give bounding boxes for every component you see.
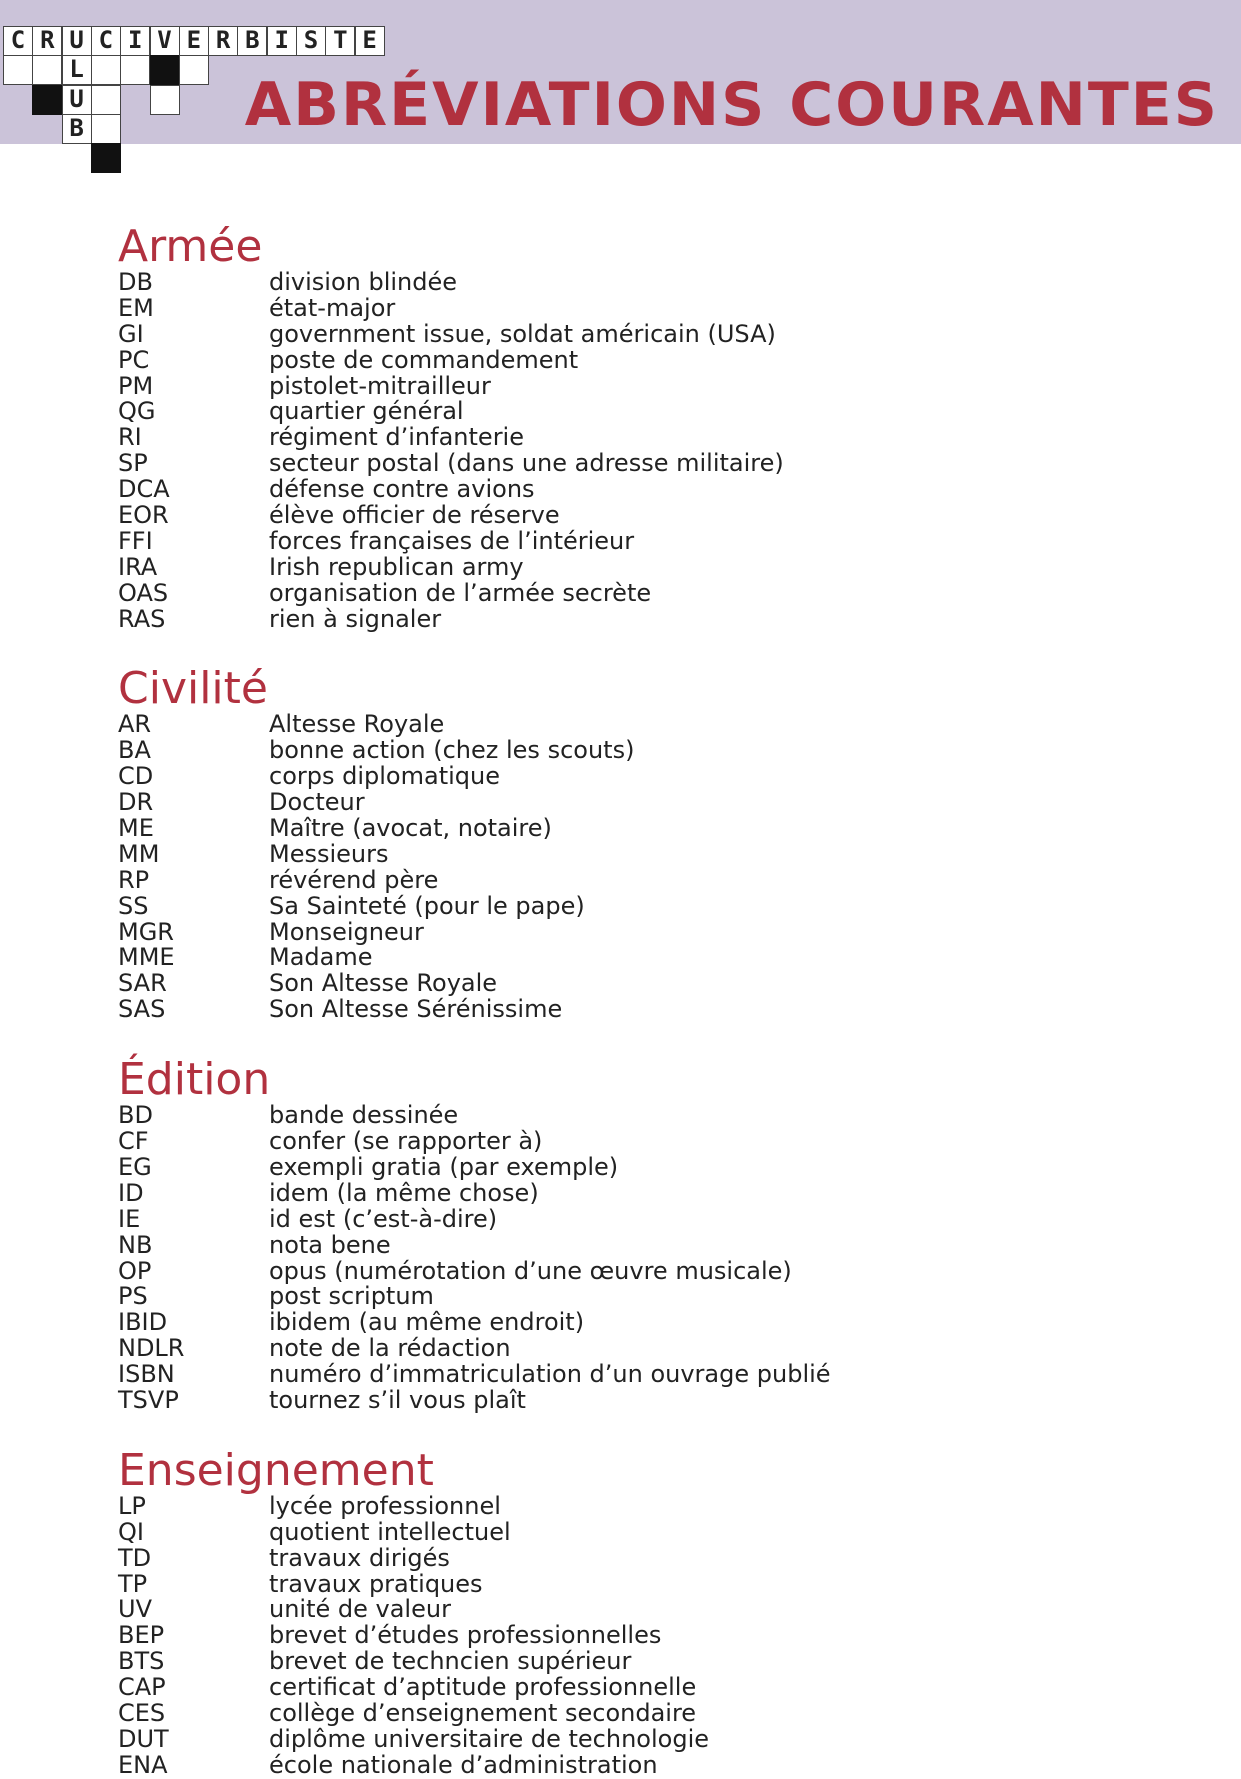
abbreviation: NDLR bbox=[118, 1334, 185, 1363]
abbreviation-meaning: confer (se rapporter à) bbox=[269, 1127, 543, 1156]
abbreviation-meaning: état-major bbox=[269, 293, 396, 322]
abbreviation: BTS bbox=[118, 1647, 165, 1676]
abbreviation-entry bbox=[118, 945, 1198, 971]
section-title: Enseignement bbox=[118, 1444, 434, 1496]
abbreviation-meaning: Son Altesse Royale bbox=[269, 969, 498, 998]
logo-empty-cell bbox=[91, 85, 121, 115]
abbreviation-entry bbox=[118, 712, 1198, 738]
abbreviation: OP bbox=[118, 1256, 152, 1285]
abbreviation-meaning: quartier général bbox=[269, 397, 464, 426]
logo-letter-cell: B bbox=[62, 114, 92, 144]
abbreviation: SAR bbox=[118, 969, 167, 998]
abbreviation-entry bbox=[118, 1284, 1198, 1310]
abbreviation-entry bbox=[118, 526, 1198, 555]
abbreviation-meaning: nota bene bbox=[269, 1230, 391, 1259]
abbreviation: IBID bbox=[118, 1308, 168, 1337]
abbreviation-meaning: Messieurs bbox=[269, 839, 389, 868]
abbreviation: SP bbox=[118, 449, 148, 478]
abbreviation-entry bbox=[118, 1623, 1198, 1649]
abbreviation-meaning: régiment d’infanterie bbox=[269, 423, 524, 452]
abbreviation: ENA bbox=[118, 1750, 168, 1779]
abbreviation-entry bbox=[118, 1336, 1198, 1362]
section-title: Édition bbox=[118, 1054, 271, 1106]
abbreviation-meaning: école nationale d’administration bbox=[269, 1750, 658, 1779]
abbreviation-entry bbox=[118, 1750, 1198, 1779]
abbreviation: PS bbox=[118, 1282, 148, 1311]
abbreviation-entry bbox=[118, 1597, 1198, 1623]
abbreviation-meaning: ibidem (au même endroit) bbox=[269, 1308, 585, 1337]
abbreviation: ISBN bbox=[118, 1360, 175, 1389]
abbreviation-entry bbox=[118, 1724, 1198, 1753]
abbreviation: ID bbox=[118, 1178, 144, 1207]
abbreviation: EOR bbox=[118, 501, 169, 530]
section-title: Civilité bbox=[118, 663, 268, 715]
logo-empty-cell bbox=[91, 114, 121, 144]
logo-empty-cell bbox=[120, 55, 150, 85]
logo-black-cell bbox=[32, 85, 62, 115]
abbreviation-entry bbox=[118, 816, 1198, 842]
abbreviation-meaning: organisation de l’armée secrète bbox=[269, 578, 652, 607]
abbreviation-meaning: travaux dirigés bbox=[269, 1543, 450, 1572]
logo-letter-cell: C bbox=[91, 26, 121, 56]
abbreviation-entry bbox=[118, 1362, 1198, 1388]
abbreviation-meaning: tournez s’il vous plaît bbox=[269, 1385, 526, 1414]
abbreviation: CD bbox=[118, 762, 154, 791]
abbreviation: LP bbox=[118, 1491, 146, 1520]
abbreviation-meaning: certificat d’aptitude professionnelle bbox=[269, 1673, 697, 1702]
abbreviation: SAS bbox=[118, 995, 166, 1024]
logo-letter-cell: L bbox=[62, 55, 92, 85]
abbreviation-meaning: Son Altesse Sérénissime bbox=[269, 995, 563, 1024]
abbreviation: RAS bbox=[118, 604, 166, 633]
abbreviation-entry bbox=[118, 839, 1198, 868]
logo-letter-cell: R bbox=[208, 26, 238, 56]
logo-letter-cell: U bbox=[62, 85, 92, 115]
abbreviation-meaning: Monseigneur bbox=[269, 917, 424, 946]
abbreviation: MM bbox=[118, 839, 160, 868]
section bbox=[118, 1054, 1198, 1414]
abbreviation-entry bbox=[118, 1649, 1198, 1675]
abbreviation-entry bbox=[118, 1569, 1198, 1598]
abbreviation-entry bbox=[118, 578, 1198, 607]
abbreviation-entry bbox=[118, 764, 1198, 790]
abbreviation-entry bbox=[118, 1675, 1198, 1701]
abbreviation: EM bbox=[118, 293, 154, 322]
page-title: ABRÉVIATIONS COURANTES bbox=[244, 70, 1219, 140]
abbreviation-entry bbox=[118, 371, 1198, 400]
abbreviation-meaning: post scriptum bbox=[269, 1282, 434, 1311]
abbreviation-entry bbox=[118, 345, 1198, 374]
logo-letter-cell: U bbox=[62, 26, 92, 56]
abbreviation-meaning: secteur postal (dans une adresse militaire) bbox=[269, 449, 784, 478]
section bbox=[118, 1444, 1198, 1779]
abbreviation-meaning: défense contre avions bbox=[269, 475, 535, 504]
crossword-logo bbox=[0, 0, 430, 195]
abbreviation-entry bbox=[118, 917, 1198, 946]
abbreviation-entry bbox=[118, 270, 1198, 296]
abbreviation-meaning: exempli gratia (par exemple) bbox=[269, 1152, 619, 1181]
abbreviation-entry bbox=[118, 738, 1198, 764]
abbreviation-entry bbox=[118, 425, 1198, 451]
abbreviation: IRA bbox=[118, 552, 158, 581]
section bbox=[118, 663, 1198, 1024]
abbreviation-meaning: bonne action (chez les scouts) bbox=[269, 736, 635, 765]
abbreviation: BEP bbox=[118, 1621, 165, 1650]
logo-empty-cell bbox=[150, 85, 180, 115]
abbreviation: CES bbox=[118, 1698, 166, 1727]
abbreviation-entry bbox=[118, 997, 1198, 1023]
logo-letter-cell: V bbox=[150, 26, 180, 56]
abbreviation-entry bbox=[118, 971, 1198, 997]
abbreviation: ME bbox=[118, 814, 154, 843]
abbreviation-meaning: diplôme universitaire de technologie bbox=[269, 1724, 710, 1753]
abbreviation: IE bbox=[118, 1204, 141, 1233]
abbreviation: PC bbox=[118, 345, 150, 374]
abbreviation-meaning: poste de commandement bbox=[269, 345, 579, 374]
abbreviation-meaning: note de la rédaction bbox=[269, 1334, 511, 1363]
abbreviation-meaning: Altesse Royale bbox=[269, 710, 445, 739]
abbreviation-meaning: division blindée bbox=[269, 268, 458, 296]
section-title: Armée bbox=[118, 221, 263, 272]
abbreviation: DCA bbox=[118, 475, 170, 504]
abbreviation-entry bbox=[118, 1103, 1198, 1129]
logo-empty-cell bbox=[91, 55, 121, 85]
abbreviation-meaning: corps diplomatique bbox=[269, 762, 500, 791]
abbreviation-meaning: quotient intellectuel bbox=[269, 1517, 511, 1546]
abbreviation: CAP bbox=[118, 1673, 166, 1702]
logo-empty-cell bbox=[32, 55, 62, 85]
logo-empty-cell bbox=[179, 55, 209, 85]
abbreviation: BD bbox=[118, 1101, 153, 1130]
abbreviation: QG bbox=[118, 397, 156, 426]
abbreviation: TP bbox=[118, 1569, 148, 1598]
abbreviation-entry bbox=[118, 293, 1198, 322]
abbreviation-entry bbox=[118, 1385, 1198, 1414]
abbreviation-meaning: Irish republican army bbox=[269, 552, 524, 581]
abbreviation: AR bbox=[118, 710, 152, 739]
abbreviation-entry bbox=[118, 1256, 1198, 1285]
abbreviation-entry bbox=[118, 1517, 1198, 1546]
abbreviation-entry bbox=[118, 1698, 1198, 1727]
abbreviation-entry bbox=[118, 399, 1198, 425]
section bbox=[118, 221, 1198, 633]
logo-letter-cell: I bbox=[267, 26, 297, 56]
abbreviation-meaning: forces françaises de l’intérieur bbox=[269, 526, 635, 555]
abbreviation: GI bbox=[118, 319, 144, 348]
abbreviation-entry bbox=[118, 865, 1198, 894]
abbreviation-meaning: Docteur bbox=[269, 788, 365, 817]
abbreviation: TD bbox=[118, 1543, 152, 1572]
abbreviation-entry bbox=[118, 790, 1198, 816]
abbreviation-meaning: unité de valeur bbox=[269, 1595, 451, 1624]
abbreviation: NB bbox=[118, 1230, 153, 1259]
abbreviation-meaning: Sa Sainteté (pour le pape) bbox=[269, 891, 585, 920]
logo-black-cell bbox=[150, 55, 180, 85]
abbreviation-entry bbox=[118, 1543, 1198, 1572]
abbreviations-content bbox=[118, 221, 1198, 1779]
abbreviation-entry bbox=[118, 1230, 1198, 1259]
abbreviation-meaning: opus (numérotation d’une œuvre musicale) bbox=[269, 1256, 792, 1285]
abbreviation: FFI bbox=[118, 526, 153, 555]
abbreviation: MME bbox=[118, 943, 175, 972]
logo-letter-cell: E bbox=[355, 26, 385, 56]
abbreviation-meaning: government issue, soldat américain (USA) bbox=[269, 319, 776, 348]
logo-black-cell bbox=[91, 143, 121, 173]
abbreviation-meaning: brevet de techncien supérieur bbox=[269, 1647, 632, 1676]
abbreviation-entry bbox=[118, 477, 1198, 503]
abbreviation: UV bbox=[118, 1595, 152, 1624]
abbreviation: OAS bbox=[118, 578, 169, 607]
logo-letter-cell: B bbox=[237, 26, 267, 56]
abbreviation: TSVP bbox=[118, 1385, 179, 1414]
abbreviation: SS bbox=[118, 891, 149, 920]
abbreviation-entry bbox=[118, 1129, 1198, 1155]
abbreviation-entry bbox=[118, 1152, 1198, 1181]
abbreviation: MGR bbox=[118, 917, 174, 946]
abbreviation-entry bbox=[118, 319, 1198, 348]
abbreviation: BA bbox=[118, 736, 151, 765]
abbreviation-meaning: idem (la même chose) bbox=[269, 1178, 539, 1207]
logo-letter-cell: C bbox=[3, 26, 33, 56]
abbreviation-entry bbox=[118, 1204, 1198, 1233]
abbreviation-entry bbox=[118, 1178, 1198, 1207]
abbreviation-meaning: pistolet-mitrailleur bbox=[269, 371, 491, 400]
abbreviation: DB bbox=[118, 268, 153, 296]
abbreviation: QI bbox=[118, 1517, 144, 1546]
abbreviation: DR bbox=[118, 788, 154, 817]
abbreviation-meaning: collège d’enseignement secondaire bbox=[269, 1698, 697, 1727]
abbreviation-meaning: révérend père bbox=[269, 865, 439, 894]
abbreviation: RI bbox=[118, 423, 142, 452]
abbreviation-entry bbox=[118, 891, 1198, 920]
abbreviation-meaning: brevet d’études professionnelles bbox=[269, 1621, 662, 1650]
abbreviation-entry bbox=[118, 1310, 1198, 1336]
logo-letter-cell: R bbox=[32, 26, 62, 56]
logo-letter-cell: I bbox=[120, 26, 150, 56]
abbreviation-meaning: bande dessinée bbox=[269, 1101, 459, 1130]
abbreviation-meaning: élève officier de réserve bbox=[269, 501, 560, 530]
logo-empty-cell bbox=[3, 55, 33, 85]
abbreviation-entry bbox=[118, 451, 1198, 477]
abbreviation-meaning: lycée professionnel bbox=[269, 1491, 501, 1520]
abbreviation-entry bbox=[118, 1491, 1198, 1520]
abbreviation: PM bbox=[118, 371, 154, 400]
logo-letter-cell: T bbox=[325, 26, 355, 56]
abbreviation-meaning: travaux pratiques bbox=[269, 1569, 483, 1598]
abbreviation-entry bbox=[118, 552, 1198, 581]
abbreviation-meaning: id est (c’est-à-dire) bbox=[269, 1204, 498, 1233]
abbreviation: CF bbox=[118, 1127, 149, 1156]
abbreviation: EG bbox=[118, 1152, 152, 1181]
abbreviation-meaning: numéro d’immatriculation d’un ouvrage publié bbox=[269, 1360, 831, 1389]
logo-letter-cell: E bbox=[179, 26, 209, 56]
abbreviation: DUT bbox=[118, 1724, 169, 1753]
abbreviation-entry bbox=[118, 604, 1198, 633]
abbreviation: RP bbox=[118, 865, 150, 894]
abbreviation-meaning: rien à signaler bbox=[269, 604, 442, 633]
abbreviation-meaning: Maître (avocat, notaire) bbox=[269, 814, 552, 843]
logo-letter-cell: S bbox=[296, 26, 326, 56]
abbreviation-meaning: Madame bbox=[269, 943, 373, 972]
abbreviation-entry bbox=[118, 503, 1198, 529]
